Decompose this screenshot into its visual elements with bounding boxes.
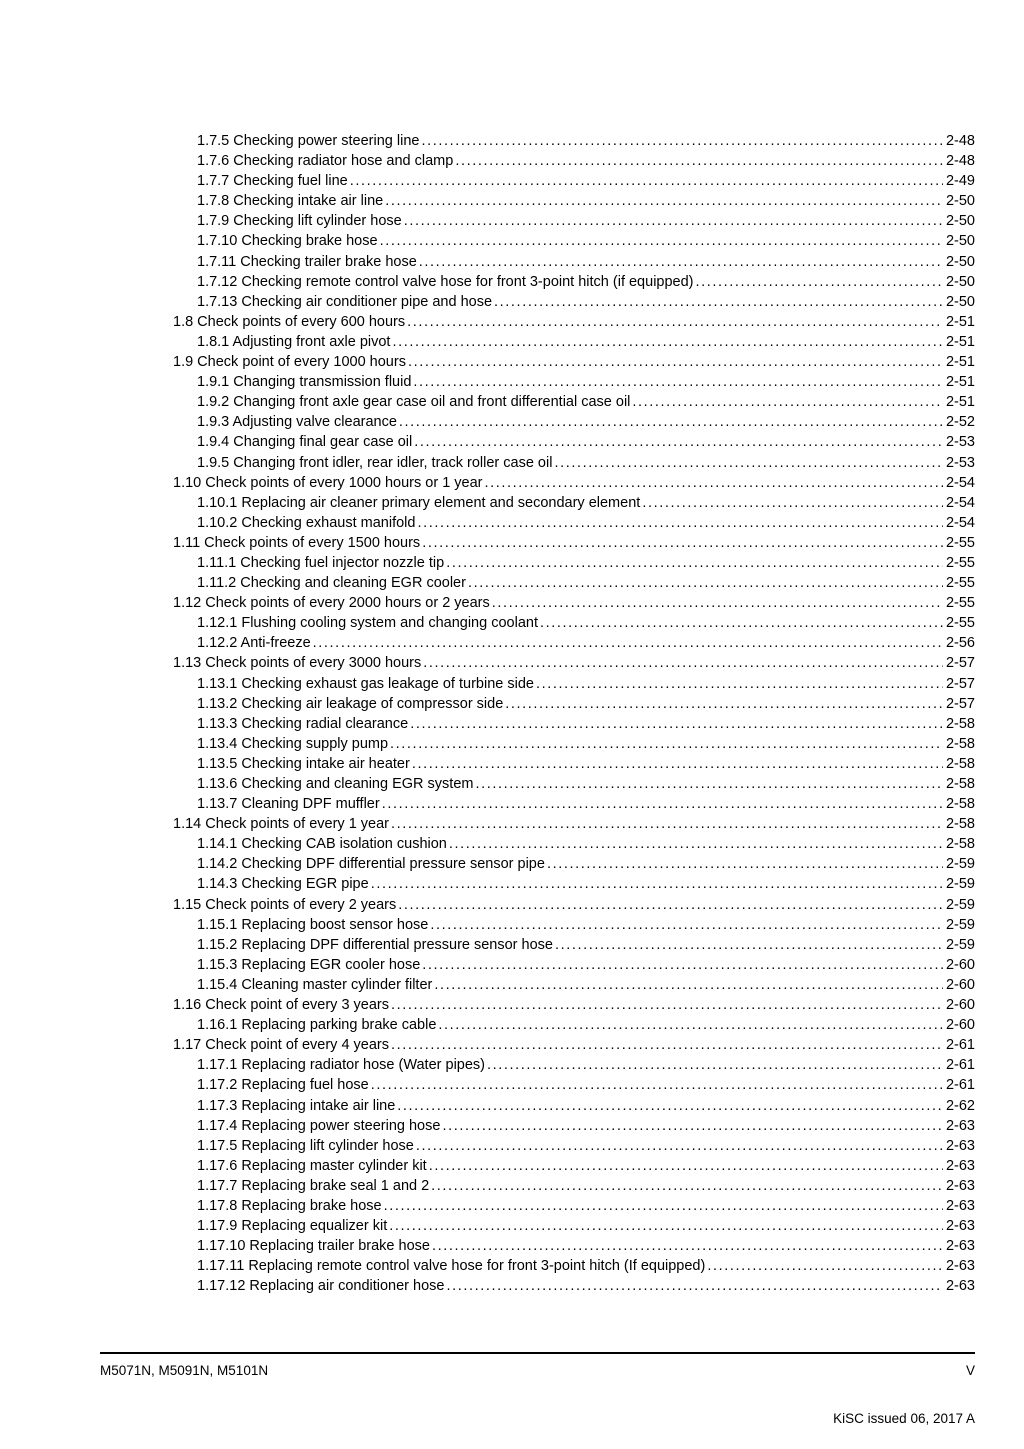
toc-entry-page: 2-55: [945, 595, 975, 612]
toc-entry-page: 2-61: [945, 1037, 975, 1054]
toc-leader-dots: [399, 412, 943, 432]
toc-entry-page: 2-63: [945, 1258, 975, 1275]
toc-entry[interactable]: [173, 935, 975, 955]
toc-entry-title: 1.12 Check points of every 2000 hours or 2 years: [173, 595, 490, 612]
toc-entry-title: 1.8 Check points of every 600 hours: [173, 313, 406, 330]
toc-entry-page: 2-60: [945, 956, 975, 973]
toc-entry[interactable]: [173, 874, 975, 894]
toc-entry[interactable]: [173, 915, 975, 935]
toc-leader-dots: [536, 674, 943, 694]
toc-entry-title: 1.9.5 Changing front idler, rear idler, track roller case oil: [197, 454, 553, 471]
toc-entry-title: 1.17.10 Replacing trailer brake hose: [197, 1238, 430, 1255]
toc-entry-title: 1.7.9 Checking lift cylinder hose: [197, 213, 402, 230]
toc-entry[interactable]: [173, 633, 975, 653]
toc-entry-page: 2-61: [945, 1077, 975, 1094]
toc-entry-page: 2-59: [945, 916, 975, 933]
toc-leader-dots: [397, 1096, 943, 1116]
toc-entry[interactable]: [173, 1256, 975, 1276]
toc-entry[interactable]: [173, 754, 975, 774]
toc-leader-dots: [414, 432, 943, 452]
toc-entry[interactable]: [173, 774, 975, 794]
toc-entry-title: 1.14.1 Checking CAB isolation cushion: [197, 836, 447, 853]
toc-entry-title: 1.17.9 Replacing equalizer kit: [197, 1218, 388, 1235]
toc-entry[interactable]: [173, 191, 975, 211]
toc-entry[interactable]: [173, 995, 975, 1015]
toc-entry[interactable]: [173, 432, 975, 452]
toc-entry-title: 1.13.4 Checking supply pump: [197, 735, 389, 752]
toc-entry-page: 2-50: [945, 233, 975, 250]
toc-entry-title: 1.17.1 Replacing radiator hose (Water pipes): [197, 1057, 486, 1074]
toc-leader-dots: [384, 1196, 943, 1216]
toc-entry[interactable]: [173, 292, 975, 312]
toc-leader-dots: [391, 1035, 943, 1055]
toc-entry-page: 2-59: [945, 876, 975, 893]
toc-entry-page: 2-58: [945, 755, 975, 772]
toc-entry[interactable]: [173, 453, 975, 473]
toc-entry-page: 2-50: [945, 193, 975, 210]
toc-leader-dots: [413, 372, 943, 392]
toc-leader-dots: [390, 734, 943, 754]
table-of-contents: [173, 131, 975, 1296]
toc-entry-page: 2-55: [945, 575, 975, 592]
toc-leader-dots: [380, 231, 943, 251]
toc-entry[interactable]: [173, 1116, 975, 1136]
toc-entry[interactable]: [173, 312, 975, 332]
toc-leader-dots: [398, 895, 943, 915]
toc-entry[interactable]: [173, 1015, 975, 1035]
toc-entry-title: 1.10.2 Checking exhaust manifold: [197, 514, 416, 531]
toc-leader-dots: [421, 131, 943, 151]
toc-entry[interactable]: [173, 1035, 975, 1055]
toc-entry-page: 2-57: [945, 695, 975, 712]
toc-entry[interactable]: [173, 473, 975, 493]
toc-leader-dots: [371, 1075, 943, 1095]
toc-entry[interactable]: [173, 854, 975, 874]
toc-leader-dots: [404, 211, 943, 231]
toc-entry-page: 2-59: [945, 936, 975, 953]
toc-entry[interactable]: [173, 1176, 975, 1196]
toc-leader-dots: [423, 653, 943, 673]
toc-entry[interactable]: [173, 895, 975, 915]
toc-entry-page: 2-54: [945, 494, 975, 511]
toc-leader-dots: [442, 1116, 943, 1136]
toc-entry-title: 1.17.4 Replacing power steering hose: [197, 1117, 441, 1134]
toc-leader-dots: [412, 754, 943, 774]
toc-entry-title: 1.11.2 Checking and cleaning EGR cooler: [197, 575, 466, 592]
toc-leader-dots: [434, 975, 943, 995]
toc-leader-dots: [417, 513, 943, 533]
toc-leader-dots: [419, 252, 943, 272]
toc-entry[interactable]: [173, 955, 975, 975]
toc-leader-dots: [505, 694, 943, 714]
toc-leader-dots: [385, 191, 943, 211]
toc-entry-title: 1.14.3 Checking EGR pipe: [197, 876, 369, 893]
toc-leader-dots: [555, 935, 943, 955]
toc-entry-page: 2-54: [945, 514, 975, 531]
toc-entry[interactable]: [173, 533, 975, 553]
toc-leader-dots: [371, 874, 943, 894]
toc-entry-page: 2-55: [945, 554, 975, 571]
toc-entry-page: 2-60: [945, 1017, 975, 1034]
toc-entry-page: 2-60: [945, 976, 975, 993]
toc-entry-page: 2-58: [945, 796, 975, 813]
toc-entry-page: 2-63: [945, 1117, 975, 1134]
toc-entry[interactable]: [173, 814, 975, 834]
toc-entry-title: 1.12.2 Anti-freeze: [197, 635, 311, 652]
toc-entry[interactable]: [173, 131, 975, 151]
footer-divider: [100, 1352, 975, 1354]
toc-entry[interactable]: [173, 231, 975, 251]
toc-entry-page: 2-53: [945, 434, 975, 451]
toc-leader-dots: [707, 1256, 943, 1276]
toc-entry-page: 2-48: [945, 133, 975, 149]
toc-entry-title: 1.15.1 Replacing boost sensor hose: [197, 916, 429, 933]
toc-entry[interactable]: [173, 513, 975, 533]
toc-entry-title: 1.15.4 Cleaning master cylinder filter: [197, 976, 433, 993]
toc-entry-title: 1.9.4 Changing final gear case oil: [197, 434, 413, 451]
toc-entry[interactable]: [173, 593, 975, 613]
toc-entry-title: 1.17.7 Replacing brake seal 1 and 2: [197, 1177, 430, 1194]
toc-leader-dots: [554, 453, 943, 473]
toc-leader-dots: [432, 1236, 943, 1256]
toc-entry-title: 1.11 Check points of every 1500 hours: [173, 534, 421, 551]
toc-leader-dots: [313, 633, 943, 653]
toc-entry[interactable]: [173, 1216, 975, 1236]
toc-entry-page: 2-57: [945, 655, 975, 672]
toc-entry[interactable]: [173, 1276, 975, 1296]
toc-entry-title: 1.17 Check point of every 4 years: [173, 1037, 390, 1054]
toc-leader-dots: [540, 613, 943, 633]
toc-entry[interactable]: [173, 211, 975, 231]
toc-entry-title: 1.14 Check points of every 1 year: [173, 816, 390, 833]
toc-entry-title: 1.13.6 Checking and cleaning EGR system: [197, 776, 474, 792]
toc-entry-page: 2-50: [945, 293, 975, 310]
toc-entry[interactable]: [173, 412, 975, 432]
toc-leader-dots: [438, 1015, 943, 1035]
toc-entry[interactable]: [173, 1055, 975, 1075]
toc-entry-title: 1.9.3 Adjusting valve clearance: [197, 414, 397, 431]
toc-entry[interactable]: [173, 272, 975, 292]
toc-entry-page: 2-51: [945, 313, 975, 330]
toc-entry-title: 1.13 Check points of every 3000 hours: [173, 655, 422, 672]
toc-entry-title: 1.16 Check point of every 3 years: [173, 997, 390, 1014]
toc-entry-page: 2-50: [945, 213, 975, 230]
toc-entry-title: 1.17.12 Replacing air conditioner hose: [197, 1278, 445, 1295]
toc-entry[interactable]: [173, 553, 975, 573]
toc-entry-title: 1.11.1 Checking fuel injector nozzle tip: [197, 554, 445, 571]
toc-entry[interactable]: [173, 1136, 975, 1156]
toc-entry[interactable]: [173, 151, 975, 171]
toc-leader-dots: [350, 171, 943, 191]
issue-note: KiSC issued 06, 2017 A: [833, 1411, 975, 1426]
toc-entry-title: 1.17.6 Replacing master cylinder kit: [197, 1157, 427, 1174]
toc-entry-title: 1.7.11 Checking trailer brake hose: [197, 253, 417, 270]
toc-entry-page: 2-61: [945, 1057, 975, 1074]
toc-entry[interactable]: [173, 332, 975, 352]
toc-leader-dots: [446, 553, 943, 573]
toc-entry-page: 2-48: [945, 153, 975, 170]
toc-entry-title: 1.13.3 Checking radial clearance: [197, 715, 409, 732]
toc-leader-dots: [696, 272, 943, 292]
toc-entry-title: 1.10.1 Replacing air cleaner primary element and secondary element: [197, 494, 641, 511]
toc-entry[interactable]: [173, 252, 975, 272]
toc-leader-dots: [494, 292, 943, 312]
toc-entry-page: 2-63: [945, 1278, 975, 1295]
toc-entry-page: 2-58: [945, 816, 975, 833]
toc-entry-title: 1.7.10 Checking brake hose: [197, 233, 378, 250]
toc-entry[interactable]: [173, 834, 975, 854]
toc-entry[interactable]: [173, 171, 975, 191]
page-footer: [100, 1363, 975, 1378]
toc-leader-dots: [475, 774, 943, 794]
toc-entry-title: 1.10 Check points of every 1000 hours or 1 year: [173, 474, 483, 491]
toc-entry[interactable]: [173, 734, 975, 754]
toc-entry[interactable]: [173, 1075, 975, 1095]
toc-entry-title: 1.17.3 Replacing intake air line: [197, 1097, 396, 1114]
toc-entry-title: 1.7.7 Checking fuel line: [197, 173, 348, 190]
toc-entry-page: 2-63: [945, 1238, 975, 1255]
toc-entry-title: 1.15.2 Replacing DPF differential pressure sensor hose: [197, 936, 553, 953]
toc-leader-dots: [382, 794, 943, 814]
toc-leader-dots: [449, 834, 943, 854]
toc-entry[interactable]: [173, 794, 975, 814]
toc-entry-page: 2-55: [945, 615, 975, 632]
toc-entry[interactable]: [173, 1096, 975, 1116]
toc-entry-page: 2-59: [945, 896, 975, 913]
footer-models: M5071N, M5091N, M5101N: [100, 1363, 269, 1378]
toc-leader-dots: [455, 151, 943, 171]
toc-entry-page: 2-63: [945, 1137, 975, 1154]
toc-entry[interactable]: [173, 352, 975, 372]
toc-leader-dots: [408, 352, 943, 372]
toc-entry-title: 1.7.8 Checking intake air line: [197, 193, 384, 210]
toc-leader-dots: [487, 1055, 943, 1075]
toc-entry-title: 1.15.3 Replacing EGR cooler hose: [197, 956, 421, 973]
toc-entry-page: 2-50: [945, 253, 975, 270]
toc-entry-title: 1.17.11 Replacing remote control valve hose for front 3-point hitch (If equipped): [197, 1258, 706, 1275]
toc-entry-page: 2-60: [945, 997, 975, 1014]
toc-entry-page: 2-58: [945, 776, 975, 792]
toc-leader-dots: [416, 1136, 943, 1156]
toc-leader-dots: [642, 493, 943, 513]
toc-entry[interactable]: [173, 975, 975, 995]
toc-leader-dots: [446, 1276, 942, 1296]
toc-entry-page: 2-58: [945, 735, 975, 752]
toc-entry[interactable]: [173, 372, 975, 392]
toc-entry[interactable]: [173, 613, 975, 633]
toc-entry-page: 2-51: [945, 374, 975, 391]
toc-leader-dots: [485, 473, 943, 493]
toc-leader-dots: [492, 593, 943, 613]
toc-leader-dots: [547, 854, 943, 874]
toc-entry-title: 1.13.7 Cleaning DPF muffler: [197, 796, 380, 813]
toc-leader-dots: [422, 955, 943, 975]
toc-entry-page: 2-51: [945, 354, 975, 371]
toc-entry[interactable]: [173, 1156, 975, 1176]
toc-entry-title: 1.13.5 Checking intake air heater: [197, 755, 410, 772]
toc-entry-title: 1.16.1 Replacing parking brake cable: [197, 1017, 437, 1034]
toc-entry-page: 2-63: [945, 1177, 975, 1194]
toc-entry[interactable]: [173, 653, 975, 673]
toc-entry-title: 1.9 Check point of every 1000 hours: [173, 354, 406, 371]
toc-leader-dots: [422, 533, 943, 553]
toc-entry-title: 1.7.12 Checking remote control valve hose for front 3-point hitch (if equipped): [197, 273, 694, 290]
toc-leader-dots: [391, 814, 943, 834]
toc-entry-title: 1.8.1 Adjusting front axle pivot: [197, 333, 391, 350]
toc-entry-page: 2-53: [945, 454, 975, 471]
toc-leader-dots: [632, 392, 943, 412]
toc-entry-title: 1.7.6 Checking radiator hose and clamp: [197, 153, 454, 170]
toc-entry[interactable]: [173, 1236, 975, 1256]
toc-entry-title: 1.17.2 Replacing fuel hose: [197, 1077, 369, 1094]
footer-page-number: V: [965, 1363, 975, 1378]
toc-entry-title: 1.17.8 Replacing brake hose: [197, 1197, 382, 1214]
toc-entry-page: 2-52: [945, 414, 975, 431]
toc-entry-title: 1.7.13 Checking air conditioner pipe and hose: [197, 293, 493, 310]
toc-leader-dots: [407, 312, 943, 332]
toc-entry[interactable]: [173, 694, 975, 714]
toc-entry[interactable]: [173, 674, 975, 694]
toc-leader-dots: [468, 573, 943, 593]
toc-entry[interactable]: [173, 714, 975, 734]
toc-entry-page: 2-56: [945, 635, 975, 652]
toc-entry[interactable]: [173, 573, 975, 593]
toc-entry-page: 2-51: [945, 394, 975, 411]
toc-entry-page: 2-50: [945, 273, 975, 290]
toc-entry[interactable]: [173, 493, 975, 513]
toc-entry-page: 2-63: [945, 1218, 975, 1235]
toc-entry-page: 2-63: [945, 1157, 975, 1174]
toc-entry-page: 2-54: [945, 474, 975, 491]
toc-entry-title: 1.15 Check points of every 2 years: [173, 896, 397, 913]
toc-entry-title: 1.13.2 Checking air leakage of compressor side: [197, 695, 504, 712]
toc-leader-dots: [391, 995, 943, 1015]
toc-entry-title: 1.12.1 Flushing cooling system and changing coolant: [197, 615, 538, 632]
toc-leader-dots: [430, 915, 943, 935]
toc-entry[interactable]: [173, 392, 975, 412]
toc-entry-title: 1.13.1 Checking exhaust gas leakage of turbine side: [197, 675, 534, 692]
toc-entry-title: 1.9.1 Changing transmission fluid: [197, 374, 412, 391]
toc-leader-dots: [392, 332, 943, 352]
toc-entry-title: 1.14.2 Checking DPF differential pressure sensor pipe: [197, 856, 545, 873]
toc-entry-page: 2-55: [945, 534, 975, 551]
toc-entry-page: 2-49: [945, 173, 975, 190]
toc-entry-page: 2-59: [945, 856, 975, 873]
toc-leader-dots: [431, 1176, 943, 1196]
toc-entry-page: 2-62: [945, 1097, 975, 1114]
toc-entry[interactable]: [173, 1196, 975, 1216]
toc-entry-title: 1.7.5 Checking power steering line: [197, 133, 420, 149]
toc-leader-dots: [410, 714, 943, 734]
toc-entry-page: 2-58: [945, 715, 975, 732]
toc-entry-page: 2-57: [945, 675, 975, 692]
toc-entry-page: 2-63: [945, 1197, 975, 1214]
toc-entry-page: 2-51: [945, 333, 975, 350]
toc-entry-title: 1.17.5 Replacing lift cylinder hose: [197, 1137, 414, 1154]
toc-leader-dots: [429, 1156, 943, 1176]
toc-entry-page: 2-58: [945, 836, 975, 853]
toc-entry-title: 1.9.2 Changing front axle gear case oil and front differential case oil: [197, 394, 631, 411]
toc-leader-dots: [389, 1216, 943, 1236]
